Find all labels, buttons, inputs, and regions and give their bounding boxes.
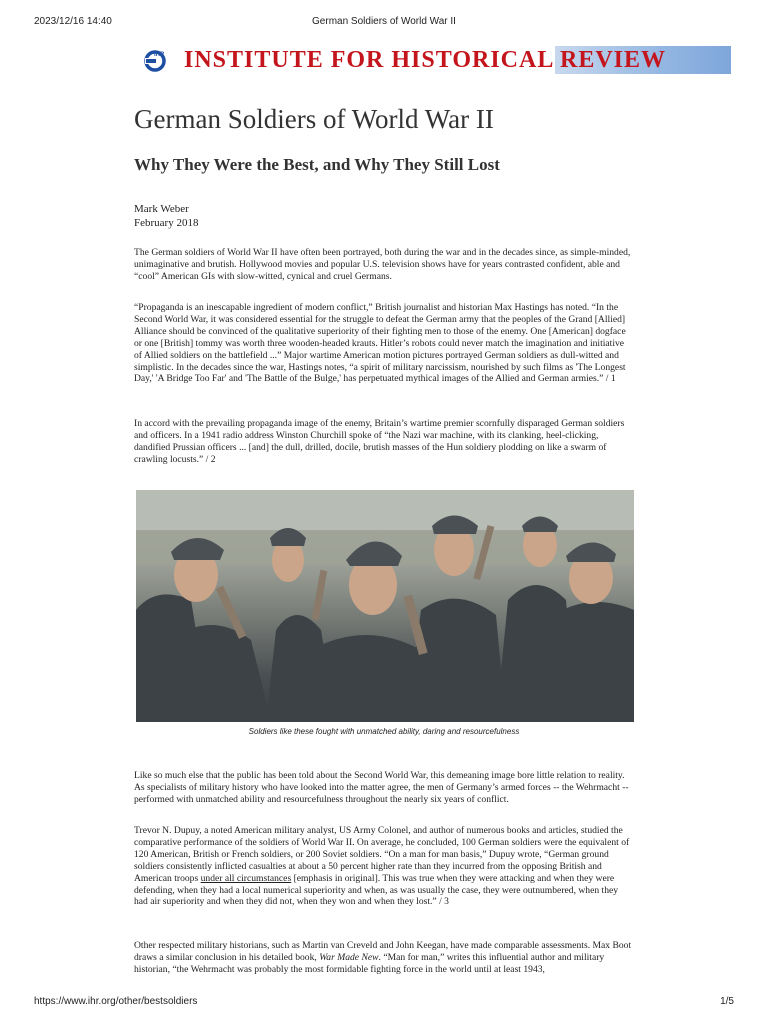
soldiers-photo <box>136 490 634 722</box>
byline <box>134 202 198 230</box>
ihr-logo-icon <box>143 48 169 72</box>
paragraph-3: In accord with the prevailing propaganda image of the enemy, Britain’s wartime premier scornfully disparaged German soldiers and officers. In a 1941 radio address Winston Churchill spoke of “the Nazi war machine, with its clanking, heel-clicking, dandified Prussian officers ... [and] the dull, drilled, docile, brutish masses of the Hun soldiery plodding on like a swarm of crawling locusts.” / 2 <box>134 418 625 465</box>
paragraph-5 <box>134 825 634 908</box>
print-header <box>34 16 734 30</box>
paragraph-6-part-b: . “Man for man,” writes this influential author and military historian, “the Wehrmacht was probably the most formidable fighting force in the world until at least 1943, <box>134 951 605 975</box>
photo-caption: Soldiers like these fought with unmatched ability, daring and resourcefulness <box>248 727 520 736</box>
emphasis-underline: under all circumstances <box>200 872 292 884</box>
paragraph-5-part-a: Trevor N. Dupuy, a noted American military analyst, US Army Colonel, and author of numerous books and articles, studied the comparative performance of the soldiers of World War II. On average, he concluded, 100 German soldiers were the equivalent of 120 American, British or French soldiers, or 200 Soviet soldiers. “On a man for man basis,” Dupuy wrote, “German ground soldiers consistently inflicted casualties at about a 50 percent higher rate than they incurred from the opposing British and American troops <box>134 825 630 884</box>
paragraph-6-part-a: Other respected military historians, such as Martin van Creveld and John Keegan, have made comparable assessments. Max Boot draws a similar conclusion in his detailed book, <box>134 940 632 963</box>
article-title: German Soldiers of World War II <box>134 104 494 134</box>
print-datetime: 2023/12/16 14:40 <box>34 16 112 27</box>
paragraph-4: Like so much else that the public has been told about the Second World War, this demeaning image bore little relation to reality. As specialists of military history who have looked into the matter agree, the men of Germany’s armed forces -- the Wehrmacht -- performed with unmatched ability and resourcefulness throughout the nearly six years of conflict. <box>134 770 629 805</box>
paragraph-6 <box>134 940 634 976</box>
logo-text: IHR <box>154 52 165 58</box>
paragraph-5-wrap <box>134 825 634 908</box>
paragraph-2: “Propaganda is an inescapable ingredient of modern conflict,” British journalist and historian Max Hastings has noted. “In the Second World War, it was considered essential for the struggle to defeat the German army that the peoples of the Grand [Allied] Alliance should be convinced of the qualitative superiority of their fighting men to those of the enemy. One [American] dogface or one [British] tommy was worth three wooden-headed krauts. Hitler’s robots could never match the imagination and initiative of Allied soldiers on the battlefield ...” Major wartime American motion pictures portrayed German soldiers as dull-witted and simplistic. In the decades since the war, Hastings notes, “a spirit of military narcissism, nourished by such films as 'The Longest Day,' 'A Bridge Too Far' and 'The Battle of the Bulge,' has perpetuated mythical images of the Allied and German armies.” / 1 <box>134 302 626 385</box>
article-subtitle: Why They Were the Best, and Why They Still Lost <box>134 155 500 174</box>
site-banner[interactable] <box>140 44 732 76</box>
print-footer <box>34 996 734 1010</box>
paragraph-3-wrap <box>134 418 634 466</box>
publish-date: February 2018 <box>134 217 199 229</box>
paragraph-1: The German soldiers of World War II have often been portrayed, both during the war and in the decades since, as simple-minded, unimaginative and brutish. Hollywood movies and popular U.S. television shows have for years contrasted confident, able and “cool” American GIs with slow-witted, cynical and cruel Germans. <box>134 247 631 282</box>
paragraph-5-part-b: [emphasis in original]. This was true when they were attacking and when they were defending, when they had a local numerical superiority and when, as was usually the case, they were outnumbered, when they had air superiority and when they did not, when they won and when they lost.” / 3 <box>134 872 619 908</box>
print-page-title: German Soldiers of World War II <box>312 16 456 27</box>
banner-title: INSTITUTE FOR HISTORICAL REVIEW <box>184 47 667 73</box>
author-name: Mark Weber <box>134 203 189 215</box>
paragraph-1-wrap <box>134 247 634 283</box>
soldiers-illustration <box>136 490 634 722</box>
paragraph-6-wrap <box>134 940 634 976</box>
print-url[interactable]: https://www.ihr.org/other/bestsoldiers <box>34 996 198 1007</box>
paragraph-2-wrap <box>134 302 634 385</box>
print-page-number: 1/5 <box>720 996 734 1007</box>
paragraph-4-wrap <box>134 770 634 806</box>
book-title: War Made New <box>319 951 379 963</box>
